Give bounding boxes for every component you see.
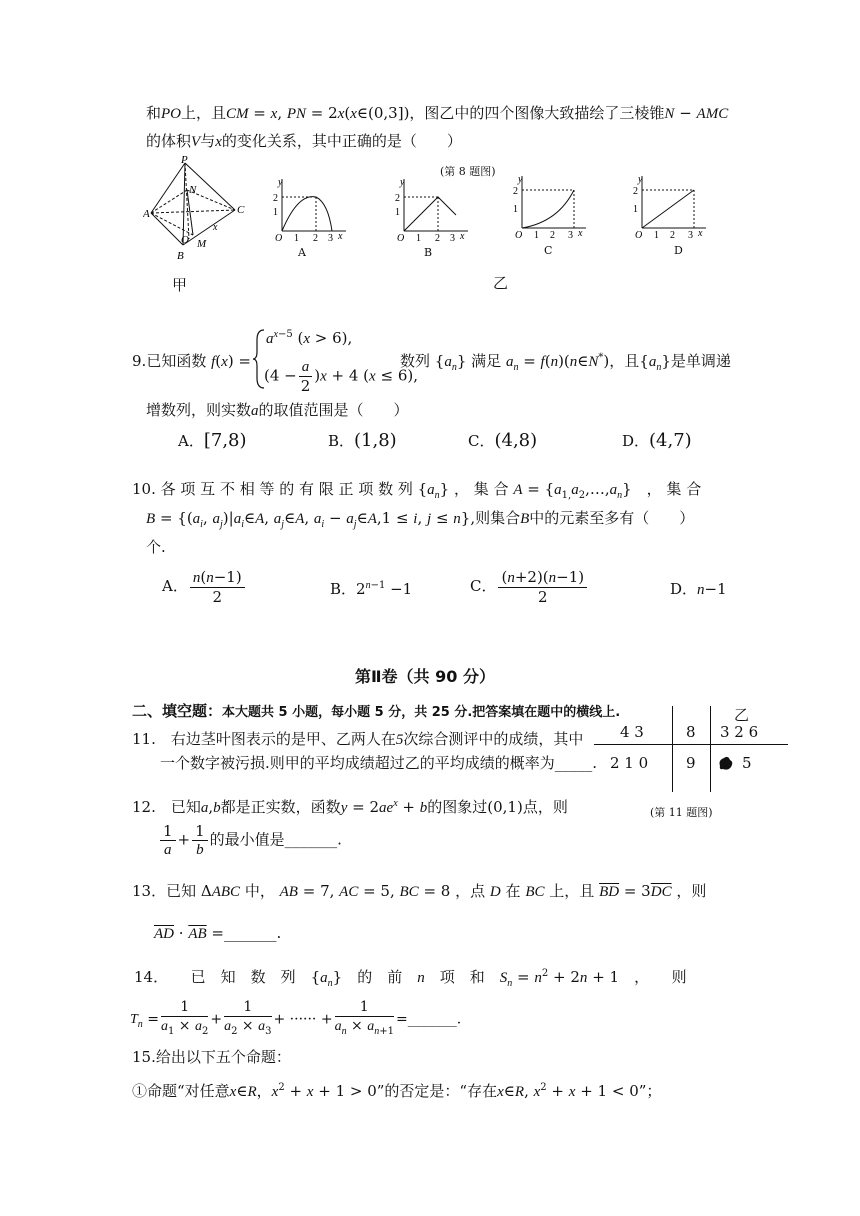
q9-line2: 增数列，则实数a的取值范围是（ ） — [146, 401, 409, 419]
row2-right: 5 — [742, 754, 752, 772]
q10-line2: $B = \{(a_i$, $a_j)|a_i\in A$, $a_j\in A$, $a_i$ − $a_j\in A,1 \le i$, j ≤ n},则集合B中的元素至多有（ ） — [146, 509, 695, 530]
row1-right: 3 2 6 — [720, 723, 759, 741]
q14-line2: $T_n$ = $\frac{1}{a_1 \times a_2}$ + $\frac{1}{a_2 \times a_3}$ + ······ + $\frac{1}{a_n \times a_{n+1}}$ =_______. — [130, 999, 462, 1037]
q10-option-c[interactable]: C． $\frac{(n+2)(n-1)}{2}$ — [470, 568, 589, 606]
svg-text:3: 3 — [450, 233, 455, 244]
svg-text:B: B — [177, 250, 184, 262]
pyramid-figure — [143, 155, 253, 265]
svg-text:x: x — [460, 231, 465, 242]
svg-text:2: 2 — [670, 230, 675, 241]
q10-option-d[interactable]: D．n−1 — [670, 580, 727, 598]
q12-line2: $\frac{1}{a}$ + $\frac{1}{b}$ 的最小值是_______. — [158, 822, 342, 859]
svg-text:2: 2 — [273, 193, 278, 204]
svg-text:2: 2 — [513, 186, 518, 197]
q8-caption: (第 8 题图) — [440, 165, 496, 178]
q14-line1: 14． 已 知 数 列 $\{a_n\}$ 的 前 n 项 和 $S_n = n^2 + 2n + 1$ ， 则 — [134, 968, 687, 989]
q9-option-c[interactable]: C．(4,8) — [468, 430, 538, 451]
svg-text:1: 1 — [513, 204, 518, 215]
svg-text:x: x — [578, 228, 583, 239]
svg-text:A: A — [143, 208, 150, 220]
smudge-icon — [716, 754, 736, 774]
svg-text:x: x — [698, 228, 703, 239]
svg-text:O: O — [181, 234, 189, 246]
svg-text:O: O — [397, 233, 405, 244]
graph-d-label: D — [674, 244, 683, 257]
label-yi: 乙 — [493, 274, 509, 292]
svg-text:C: C — [237, 204, 245, 216]
q9-option-d[interactable]: D．(4,7) — [622, 430, 692, 451]
svg-text:M: M — [197, 238, 207, 250]
svg-text:1: 1 — [633, 204, 638, 215]
fill-heading-line: 二、填空题：本大题共 5 小题，每小题 5 分，共 25 分.把答案填在题中的横线上. — [132, 702, 621, 720]
q9-line1-rest: 数列 $\{a_n\}$ 满足 $a_n$ = f(n)(n∈N*)，且$\{a_n\}$是单调递 — [400, 352, 731, 373]
row2-stem: 9 — [686, 754, 696, 772]
svg-text:2: 2 — [550, 230, 555, 241]
graph-c-label: C — [544, 244, 553, 257]
q10-option-b[interactable]: B．$2^{n-1} -1$ — [330, 580, 413, 598]
svg-text:y: y — [278, 177, 283, 188]
row2-left: 2 1 0 — [610, 754, 649, 772]
q13-line2: $\overline{AD} \cdot \overline{AB}$ =_______. — [154, 924, 282, 942]
q10-line3: 个. — [146, 538, 166, 556]
stem-header-right: 乙 — [734, 706, 750, 724]
svg-text:1: 1 — [654, 230, 659, 241]
graph-a — [268, 175, 348, 245]
q11-line2: 一个数字被污损.则甲的平均成绩超过乙的平均成绩的概率为_____. — [160, 754, 598, 772]
graph-b — [390, 175, 470, 245]
q13-line1: 13．已知 ΔABC 中， AB = 7, AC = 5, BC = 8 ，点 D 在 BC 上，且 $\overline{BD} = 3\overline{DC}$ ，则 — [132, 882, 707, 900]
svg-text:2: 2 — [633, 186, 638, 197]
svg-text:y: y — [518, 174, 523, 185]
q10-line1: 10. 各 项 互 不 相 等 的 有 限 正 项 数 列 $\{a_n\}$ ， 集 合 $A = \{a_{1,}a_2,\dots,a_n\}$ ， 集 合 — [132, 480, 702, 501]
svg-text:2: 2 — [313, 233, 318, 244]
piece-1: $a^{x-5}$ (x > 6), — [266, 329, 353, 347]
svg-text:N: N — [189, 184, 197, 196]
graph-b-label: B — [424, 246, 433, 259]
svg-text:P: P — [181, 155, 188, 166]
svg-text:2: 2 — [435, 233, 440, 244]
svg-text:y: y — [638, 174, 643, 185]
svg-text:O: O — [275, 233, 283, 244]
q8-line2: 的体积V与x的变化关系，其中正确的是（ ） — [146, 132, 462, 150]
q15-line1: 15.给出以下五个命题： — [132, 1048, 291, 1066]
label-jia: 甲 — [172, 276, 188, 294]
svg-text:1: 1 — [395, 207, 400, 218]
q9-option-b[interactable]: B．(1,8) — [328, 430, 397, 451]
q9-line1: 9.已知函数 f(x) = — [132, 352, 252, 370]
svg-text:x: x — [213, 222, 218, 233]
q12-line1: 12. 已知a,b都是正实数，函数$y = 2ae^x + b$的图象过(0,1)点，则 — [132, 798, 568, 816]
row1-left: 4 3 — [620, 723, 644, 741]
piece-2: (4 − $\frac{a}{2}$ )x + 4 (x ≤ 6), — [264, 359, 418, 395]
q9-option-a[interactable]: A．[7,8) — [178, 430, 247, 451]
section-title: 第Ⅱ卷（共 90 分） — [355, 667, 495, 686]
svg-text:3: 3 — [568, 230, 573, 241]
graph-c — [508, 172, 588, 242]
row1-stem: 8 — [686, 723, 696, 741]
stem-leaf-plot — [594, 706, 794, 796]
svg-text:2: 2 — [395, 193, 400, 204]
svg-text:O: O — [515, 230, 523, 241]
q8-line1: 和PO上，且CM = x, PN = 2x(x∈(0,3])，图乙中的四个图像大致描绘了三棱锥N − AMC — [146, 104, 729, 122]
svg-text:1: 1 — [534, 230, 539, 241]
graph-a-label: A — [298, 246, 306, 259]
q11-line1: 11. 右边茎叶图表示的是甲、乙两人在5次综合测评中的成绩，其中 — [132, 730, 584, 748]
svg-text:3: 3 — [688, 230, 693, 241]
svg-text:y: y — [400, 177, 405, 188]
svg-text:1: 1 — [273, 207, 278, 218]
q10-option-a[interactable]: A． $\frac{n(n-1)}{2}$ — [162, 568, 247, 606]
svg-text:1: 1 — [416, 233, 421, 244]
svg-text:3: 3 — [328, 233, 333, 244]
q11-caption: (第 11 题图) — [650, 806, 713, 819]
svg-text:O: O — [635, 230, 643, 241]
q15-item1: ①命题“对任意x∈R，$x^2 + x + 1 > 0$”的否定是：“存在x∈R, $x^2 + x + 1 < 0$”； — [132, 1082, 662, 1100]
svg-text:1: 1 — [294, 233, 299, 244]
svg-text:x: x — [338, 231, 343, 242]
graph-d — [628, 172, 708, 242]
